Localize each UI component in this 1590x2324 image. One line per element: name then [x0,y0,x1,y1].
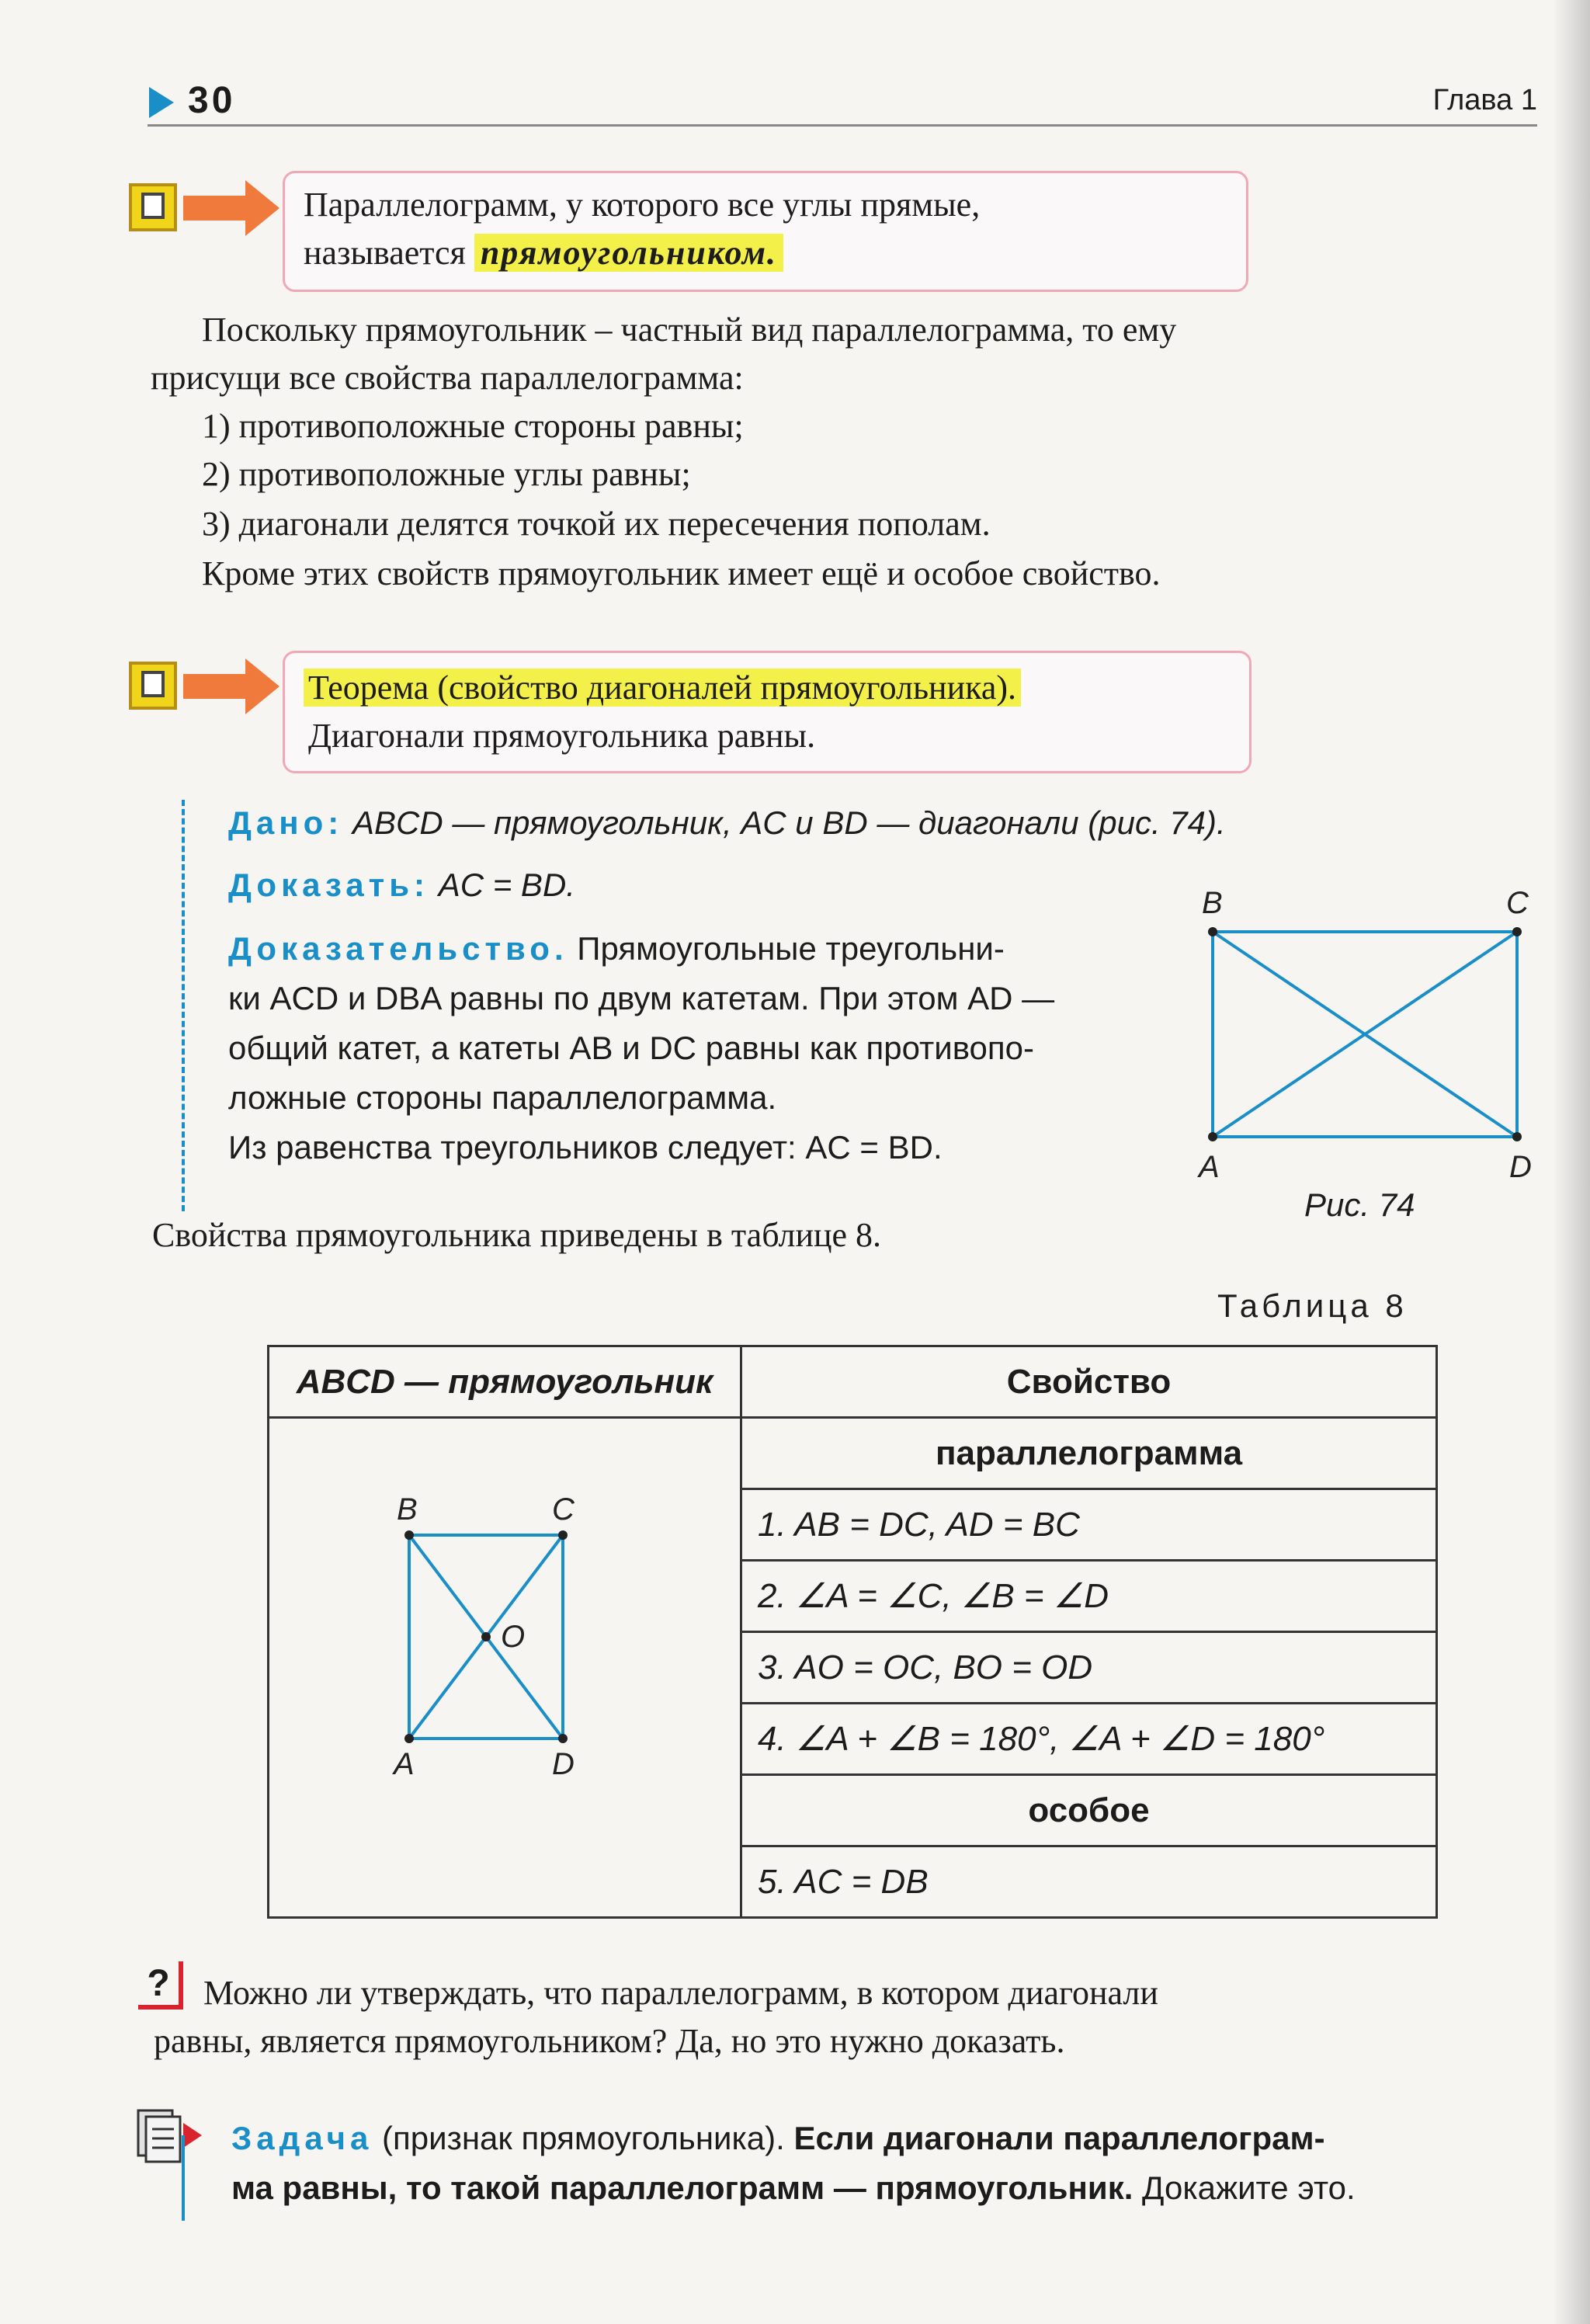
task-line2: ма равны, то такой параллелограмм — прямоугольник. Докажите это. [231,2169,1356,2206]
given-label: Дано: [228,804,344,841]
theorem-statement: Диагонали прямоугольника равны. [308,717,816,755]
prove-line [228,860,575,910]
theorem-box [283,651,1252,773]
proof-line-3: общий катет, а катеты AB и DC равны как противопо- [228,1030,1034,1066]
table-8 [267,1345,1438,1919]
intro-closing: Кроме этих свойств прямоугольник имеет ещё и особое свойство. [202,554,1161,592]
arrow-right-icon [183,177,284,239]
chapter-label: Глава 1 [1432,84,1537,116]
definition-line1: Параллелограмм, у которого все углы прямые, [304,186,981,224]
table-row-3: 3. AO = OC, BO = OD [741,1632,1437,1704]
figure-74-caption: Рис. 74 [1304,1186,1415,1223]
table-row-5: 5. AC = DB [741,1846,1437,1918]
definition-box [283,171,1248,292]
definition-line2: называется прямоугольником. [304,229,783,277]
table-row-1: 1. AB = DC, AD = BC [741,1489,1437,1561]
page-number: 30 [188,80,236,121]
task-document-icon [132,2104,207,2166]
task-label: Задача [231,2120,373,2156]
intro-item-1: 1) противоположные стороны равны; [202,407,744,445]
vertex-label-c: C [552,1492,575,1527]
proof-line-1: Доказательство. Прямоугольные треугольни- [228,930,1005,967]
table-rectangle-figure [269,1419,704,1900]
vertex-label-d: D [552,1747,575,1781]
page-edge-shadow [1553,0,1590,2324]
floppy-disk-icon [129,183,177,231]
question-line1: Можно ли утверждать, что параллелограмм, в котором диагонали [203,1974,1158,2012]
triangle-marker-icon [148,85,175,120]
vertex-label-c: C [1506,886,1529,920]
figure-74-rectangle [1188,877,1537,1188]
proof-line-5: Из равенства треугольников следует: AC = BD. [228,1129,943,1165]
definition-term: прямоугольником. [474,234,783,272]
vertex-label-b: B [1202,886,1223,920]
proof-line-4: ложные стороны параллелограмма. [228,1079,777,1116]
intro-line2: присущи все свойства параллелограмма: [151,359,744,397]
vertex-label-d: D [1509,1150,1532,1184]
table-figure-cell [269,1418,741,1918]
page-header [148,78,1537,127]
vertex-label-a: A [394,1747,415,1781]
arrow-right-icon [183,655,284,717]
intro-line1: Поскольку прямоугольник – частный вид параллелограмма, то ему [202,311,1177,349]
table-intro: Свойства прямоугольника приведены в таблице 8. [152,1216,882,1254]
vertex-label-a: A [1199,1150,1220,1184]
theorem-title: Теорема (свойство диагоналей прямоугольника). [304,664,1021,712]
proof-label: Доказательство. [228,930,568,967]
question-mark-icon: ? [138,1961,183,2010]
task-vertical-line [182,2135,185,2221]
prove-text: AC = BD. [438,867,575,903]
prove-label: Доказать: [228,867,430,903]
proof-dashed-line [182,800,185,1211]
table-caption: Таблица 8 [1217,1287,1408,1324]
table-header-property: Свойство [741,1346,1437,1418]
floppy-disk-icon [129,662,177,710]
table-section-special: особое [741,1775,1437,1846]
table-row-4: 4. ∠A + ∠B = 180°, ∠A + ∠D = 180° [741,1704,1437,1775]
table-section-parallelogram: параллелограмма [741,1418,1437,1489]
intro-item-2: 2) противоположные углы равны; [202,455,691,493]
intro-item-3: 3) диагонали делятся точкой их пересечения пополам. [202,505,991,543]
table-row-2: 2. ∠A = ∠C, ∠B = ∠D [741,1561,1437,1632]
center-label-o: O [501,1620,526,1654]
table-header-figure: ABCD — прямоугольник [269,1346,741,1418]
question-line2: равны, является прямоугольником? Да, но это нужно доказать. [154,2022,1065,2060]
given-line [228,798,1226,848]
task-line1: Задача (признак прямоугольника). Если диагонали параллелограм- [231,2120,1325,2156]
given-text: ABCD — прямоугольник, AC и BD — диагонали (рис. 74). [352,804,1226,841]
proof-line-2: ки ACD и DBA равны по двум катетам. При этом AD — [228,980,1055,1016]
vertex-label-b: B [397,1492,418,1527]
